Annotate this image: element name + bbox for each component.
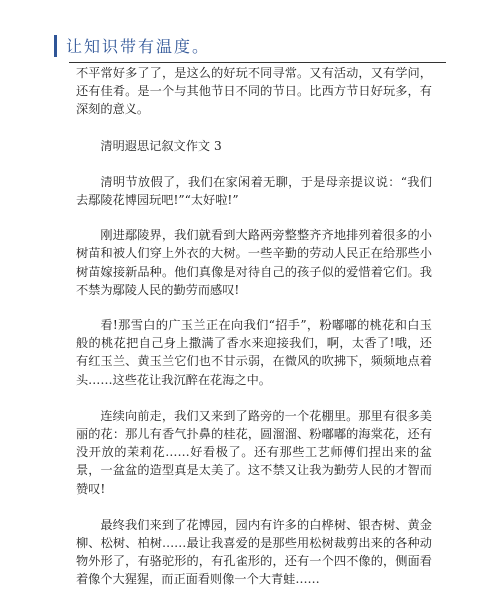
document-body [76,64,432,589]
header-title: 让知识带有温度。 [66,37,211,56]
paragraph-intro-continued: 不平常好多了了，是这么的好玩不同寻常。又有活动，又有学问，还有佳肴。是一个与其他节日不同的节日。比西方节日好玩多，有深刻的意义。 [76,66,432,117]
essay-title: 清明遐思记叙文作文 3 [100,138,222,153]
paragraph-greenhouse: 连续向前走，我们又来到了路旁的一个花棚里。那里有很多美丽的花：那儿有香气扑鼻的桂花，圆溜溜、粉嘟嘟的海棠花，还有没开放的茉莉花……好看极了。还有那些工艺师傅们捏出来的盆景，一盆盆的造型真是太美了。这不禁又让我为勤劳人民的才智而赞叹! [76,408,432,496]
paragraph-flower-expo: 最终我们来到了花博园，园内有许多的白桦树、银杏树、黄金柳、松树、柏树……最让我喜爱的是那些用松树裁剪出来的各种动物外形了，有骆驼形的，有孔雀形的，还有一个四不像的，侧面看着像个大猩猩，而正面看则像一个大青蛙…… [76,517,432,587]
paragraph-holiday: 清明节放假了，我们在家闲着无聊，于是母亲提议说：“我们去鄢陵花博园玩吧!”“太好啦!” [76,174,432,208]
header-divider [69,62,446,63]
paragraph-entering-yanling: 刚进鄢陵界，我们就看到大路两旁整整齐齐地排列着很多的小树苗和被人们穿上外衣的大树。一些辛勤的劳动人民正在给那些小树苗嫁接新品种。他们真像是对待自己的孩子似的爱惜着它们。我不禁为鄢陵人民的勤劳而感叹! [76,228,432,297]
header-accent-bar [54,35,57,57]
paragraph-magnolia: 看!那雪白的广玉兰正在向我们“招手”，粉嘟嘟的桃花和白玉般的桃花把自己身上撒满了香水来迎接我们，啊，太香了!哦，还有红玉兰、黄玉兰它们也不甘示弱，在微风的吹拂下，频频地点着头……这些花让我沉醉在花海之中。 [76,318,432,387]
page-header [54,33,446,63]
